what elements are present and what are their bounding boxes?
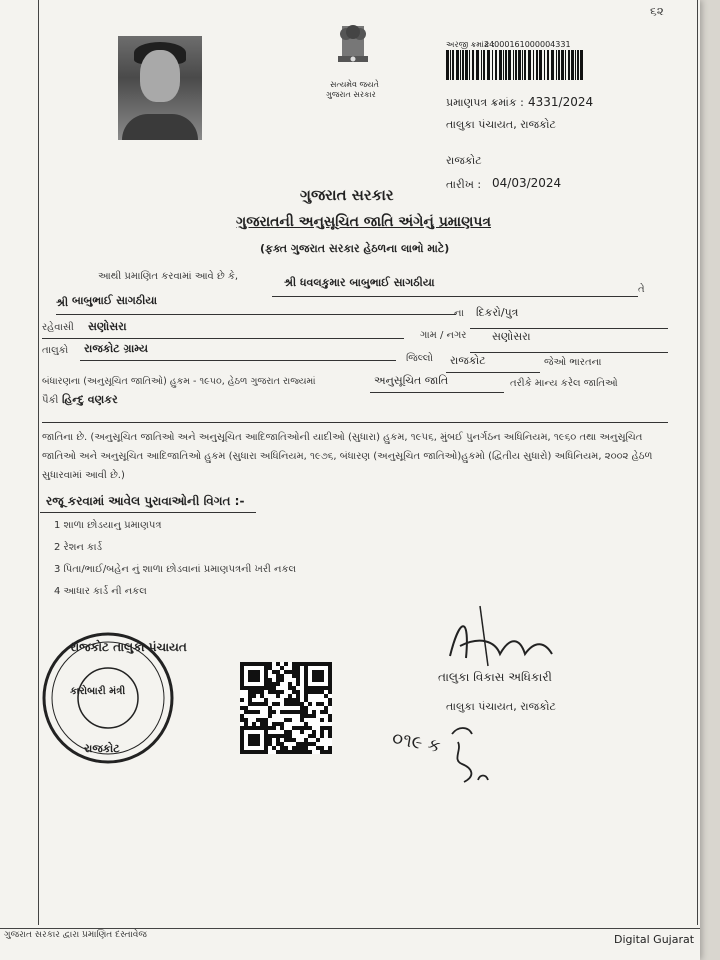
- stamp-center-text: કારોબારી મંત્રી: [70, 686, 126, 697]
- issuing-office: તાલુકા પંચાયત, રાજકોટ: [446, 118, 556, 131]
- district-value: રાજકોટ: [450, 354, 486, 367]
- verification-qr-code[interactable]: [240, 662, 332, 754]
- village-label: ગામ / નગર: [420, 330, 467, 341]
- evidence-item: 3 પિતા/ભાઈ/બહેન નું શાળા છોડવાનાં પ્રમાણપત્રની ખરી નકલ: [54, 564, 297, 575]
- evidence-item: 4 આધાર કાર્ડ ની નકલ: [54, 586, 147, 597]
- caste-name: હિન્દુ વણકર: [62, 393, 118, 406]
- legal-paragraph: જાતિના છે. (અનુસૂચિત જાતિઓ અને અનુસૂચિત આદિજાતિઓની યાદીઓ (સુધારા) હુકમ, ૧૯૫૬, મુંબઈ પુનર્ગઠન અધિનિયમ, ૧૯૬૦ તથા અનુસૂચિત જાતિઓ અને અનુસૂચિત આદિજાતિઓ હુકમ (સુધારા અધિનિયમ, ૧૯૭૬, બંધારણ (અનુસૂચિત જાતિઓ)હુકમો (દ્વિતીય સુધારો) અધિનિયમ, ૨૦૦૨ હેઠળ સુધારવામાં આવી છે.): [42, 432, 653, 481]
- ashoka-emblem-icon: [322, 22, 384, 80]
- emblem-caption-1: સત્યમેવ જયતે: [330, 80, 379, 89]
- signatory-designation: તાલુકા વિકાસ અધિકારી: [438, 670, 552, 684]
- government-title: ગુજરાત સરકાર: [300, 186, 394, 204]
- suffix-t: તે: [638, 284, 645, 295]
- emblem-caption-2: ગુજરાત સરકાર: [326, 90, 376, 99]
- footer-left-text: ગુજરાત સરકાર દ્વારા પ્રમાણિત દસ્તાવેજ: [4, 930, 147, 940]
- stamp-bottom-text: રાજકોટ: [84, 742, 120, 755]
- handwritten-note: ૦૧૯ ક: [390, 727, 443, 758]
- applicant-name: શ્રી ધવલકુમાર બાબુભાઈ સાગઠીયા: [284, 276, 435, 289]
- page-number: ૬૨: [650, 4, 664, 18]
- evidence-heading: રજૂ કરવામાં આવેલ પુરાવાઓની વિગત :-: [46, 494, 245, 508]
- signatory-office: તાલુકા પંચાયત, રાજકોટ: [446, 700, 556, 713]
- issue-date: 04/03/2024: [492, 176, 562, 190]
- barcode-label: અરજી ક્રમાંક :: [446, 40, 495, 49]
- which-label: જેઓ ભારતના: [544, 357, 602, 368]
- footer-brand: Digital Gujarat: [614, 933, 695, 946]
- relation-label: ના: [454, 308, 464, 319]
- resident-value: સણોસરા: [88, 320, 127, 333]
- resident-label: રહેવાસી: [42, 322, 74, 333]
- evidence-item: 2 રેશન કાર્ડ: [54, 542, 103, 553]
- certificate-subtitle: (ફક્ત ગુજરાત સરકાર હેઠળના લાભો માટે): [260, 242, 450, 255]
- constitution-text: બંધારણના (અનુસૂચિત જાતિઓ) હુકમ - ૧૯૫૦, હેઠળ ગુજરાત રાજ્યમાં: [42, 376, 316, 387]
- caste-category: અનુસૂચિત જાતિ: [374, 374, 449, 387]
- place: રાજકોટ: [446, 154, 482, 167]
- stamp-top-text: રાજકોટ તાલુકા પંચાયત: [70, 640, 187, 654]
- relation-value: દિકરો/પુત્ર: [476, 306, 519, 319]
- date-label: તારીખ :: [446, 178, 482, 191]
- father-prefix: શ્રી: [56, 296, 69, 309]
- certificate-number: 4331/2024: [528, 95, 594, 109]
- village-value: સણોસરા: [492, 330, 531, 343]
- father-name: બાબુભાઈ સાગઠીયા: [72, 294, 158, 307]
- evidence-item: 1 શાળા છોડયાનુ પ્રમાણપત્ર: [54, 520, 162, 531]
- certificate-number-label: પ્રમાણપત્ર ક્રમાંક :: [446, 96, 524, 109]
- certificate-title: ગુજરાતની અનુસૂચિત જાતિ અંગેનું પ્રમાણપત્ર: [236, 214, 492, 230]
- barcode-number: 24000161000004331: [484, 40, 571, 49]
- taluka-value: રાજકોટ ગ્રામ્ય: [84, 342, 148, 355]
- recognized-text: તરીકે માન્ય કરેલ જાતિઓ: [510, 378, 618, 389]
- applicant-photo: [118, 36, 202, 140]
- taluka-label: તાલુકો: [42, 345, 69, 356]
- among-label: પૈકી: [42, 395, 59, 406]
- officer-signature: [440, 596, 570, 676]
- application-barcode: [446, 50, 584, 80]
- certify-prefix: આથી પ્રમાણિત કરવામાં આવે છે કે,: [98, 271, 239, 282]
- district-label: જિલ્લો: [406, 353, 433, 364]
